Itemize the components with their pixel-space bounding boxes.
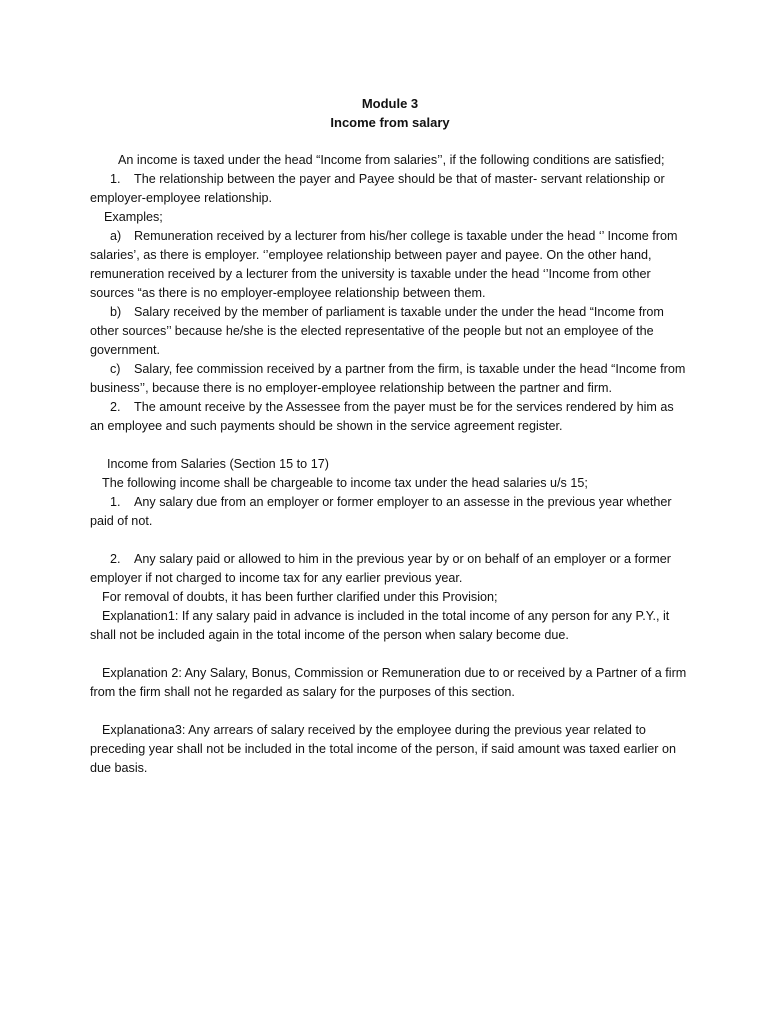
example-c-text: Salary, fee commission received by a partner from the firm, is taxable under the head “Income from business’’, because there is no employer-employee relationship between the partner and firm. — [90, 362, 686, 395]
example-b — [90, 303, 690, 360]
condition-1 — [90, 170, 690, 208]
example-a-text: Remuneration received by a lecturer from his/her college is taxable under the head ‘’ Income from salaries’, as there is employer. ‘’employee relationship between payer and payee. On the other hand, remuneration received by a lecturer from the university is taxable under the head ‘’Income from other sources “as there is no employer-employee relationship between them. — [90, 229, 678, 300]
subject-heading: Income from salary — [330, 115, 450, 130]
intro-paragraph: An income is taxed under the head “Income from salaries’’, if the following conditions are satisfied; — [118, 153, 665, 167]
spacer — [90, 702, 690, 721]
spacer — [90, 132, 690, 151]
salary-item-2 — [90, 550, 690, 588]
explanation-3: Explanationa3: Any arrears of salary received by the employee during the previous year related to preceding year shall not be included in the total income of the person, if said amount was taxed earlier on due basis. — [90, 723, 676, 775]
salary-item-2-text: Any salary paid or allowed to him in the previous year by or on behalf of an employer or a former employer if not charged to income tax for any earlier previous year. — [90, 552, 671, 585]
condition-1-text: The relationship between the payer and Payee should be that of master- servant relationship or employer-employee relationship. — [90, 172, 665, 205]
spacer — [90, 436, 690, 455]
section-title: Income from Salaries (Section 15 to 17) — [107, 457, 329, 471]
condition-2 — [90, 398, 690, 436]
examples-label: Examples; — [104, 210, 163, 224]
salary-item-1-number: 1. — [110, 495, 121, 509]
condition-1-number: 1. — [110, 172, 121, 186]
salary-item-2-number: 2. — [110, 552, 121, 566]
removal-of-doubts: For removal of doubts, it has been further clarified under this Provision; — [102, 590, 498, 604]
example-c-label: c) — [110, 362, 121, 376]
spacer — [90, 531, 690, 550]
salary-item-1-text: Any salary due from an employer or former employer to an assesse in the previous year whether paid of not. — [90, 495, 672, 528]
document-page — [90, 94, 690, 778]
condition-2-text: The amount receive by the Assessee from the payer must be for the services rendered by him as an employee and such payments should be shown in the service agreement register. — [90, 400, 674, 433]
example-a — [90, 227, 690, 303]
example-a-label: a) — [110, 229, 122, 243]
explanation-1: Explanation1: If any salary paid in advance is included in the total income of any person for any P.Y., it shall not be included again in the total income of the person when salary become due. — [90, 609, 670, 642]
example-b-label: b) — [110, 305, 122, 319]
condition-2-number: 2. — [110, 400, 121, 414]
example-b-text: Salary received by the member of parliament is taxable under the under the head “Income from other sources’’ because he/she is the elected representative of the people but not an employee of the government. — [90, 305, 664, 357]
section-intro: The following income shall be chargeable to income tax under the head salaries u/s 15; — [102, 476, 588, 490]
example-c — [90, 360, 690, 398]
salary-item-1 — [90, 493, 690, 531]
spacer — [90, 645, 690, 664]
explanation-2: Explanation 2: Any Salary, Bonus, Commission or Remuneration due to or received by a Partner of a firm from the firm shall not he regarded as salary for the purposes of this section. — [90, 666, 687, 699]
module-heading: Module 3 — [361, 96, 419, 111]
